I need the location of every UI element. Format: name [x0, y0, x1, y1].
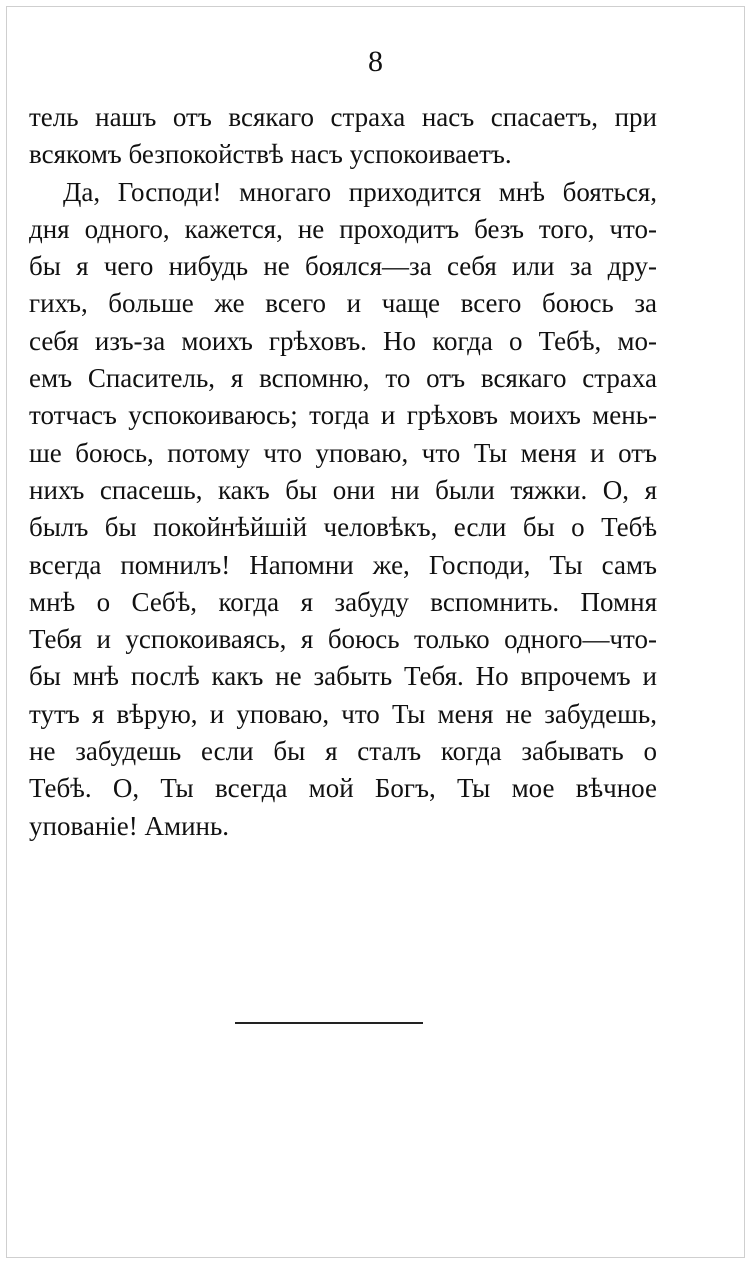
section-divider-rule — [235, 1022, 423, 1024]
text-line: тотчасъ успокоиваюсь; тогда и грѣховъ моихъ мень- — [29, 400, 657, 431]
text-line: дня одного, кажется, не проходитъ безъ того, что- — [29, 213, 657, 244]
text-line: нихъ спасешь, какъ бы они ни были тяжки. О, я — [29, 474, 657, 505]
text-line: гихъ, больше же всего и чаще всего боюсь за — [29, 288, 657, 319]
book-page — [6, 6, 745, 1258]
text-line: емъ Спаситель, я вспомню, то отъ всякаго страха — [29, 363, 657, 394]
text-line: ше боюсь, потому что уповаю, что Ты меня и отъ — [29, 437, 657, 468]
text-line: Тебѣ. О, Ты всегда мой Богъ, Ты мое вѣчное — [29, 773, 657, 804]
body-text — [29, 99, 657, 845]
text-line: всякомъ безпокойствѣ насъ успокоиваетъ. — [29, 139, 512, 170]
text-line: упованіе! Аминь. — [29, 810, 230, 841]
text-line: Да, Господи! многаго приходится мнѣ бояться, — [63, 176, 657, 207]
page-number: 8 — [368, 45, 383, 78]
text-line: не забудешь если бы я сталъ когда забывать о — [29, 736, 657, 767]
text-line: себя изъ-за моихъ грѣховъ. Но когда о Тебѣ, мо- — [29, 325, 657, 356]
text-line: тутъ я вѣрую, и уповаю, что Ты меня не забудешь, — [29, 698, 657, 729]
text-line: тель нашъ отъ всякаго страха насъ спасаетъ, при — [29, 102, 657, 132]
text-line: бы мнѣ послѣ какъ не забыть Тебя. Но впрочемъ и — [29, 661, 657, 692]
text-line: мнѣ о Себѣ, когда я забуду вспомнить. Помня — [29, 586, 657, 617]
text-line: Тебя и успокоиваясь, я боюсь только одного—что- — [29, 624, 657, 655]
text-line: былъ бы покойнѣйшій человѣкъ, если бы о Тебѣ — [29, 512, 657, 543]
text-line: бы я чего нибудь не боялся—за себя или за дру- — [29, 251, 657, 282]
text-line: всегда помнилъ! Напомни же, Господи, Ты самъ — [29, 549, 657, 580]
